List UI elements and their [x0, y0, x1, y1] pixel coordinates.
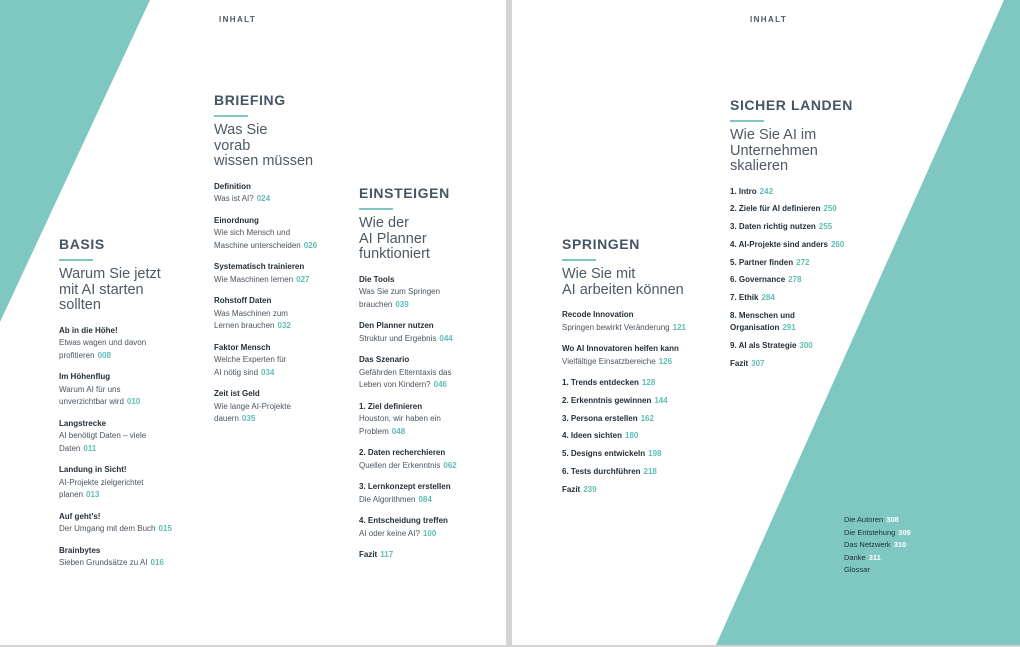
entry-desc-text: AI oder keine AI? — [359, 528, 420, 538]
entry-title — [214, 295, 349, 308]
page-number: 084 — [418, 494, 432, 504]
entry-desc — [214, 193, 349, 206]
accent-rule — [562, 259, 596, 261]
toc-entry — [562, 343, 722, 368]
chapter-item — [562, 377, 722, 389]
page-number: 144 — [654, 395, 668, 405]
entry-title-text: 4. Entscheidung treffen — [359, 516, 448, 525]
chapter-title: 6. Governance — [730, 275, 786, 285]
entry-desc-text: Maschine unterscheiden — [214, 240, 301, 250]
entry-title — [562, 309, 722, 322]
page-number: 035 — [241, 414, 256, 423]
subtitle-line: AI Planner — [359, 230, 427, 247]
appendix-item — [844, 527, 911, 540]
entry-title — [214, 261, 349, 274]
toc-entry — [359, 401, 499, 439]
appendix-item — [844, 552, 911, 565]
subtitle-line: AI arbeiten können — [562, 281, 684, 298]
toc-entry — [359, 320, 499, 345]
entry-title-text: Fazit — [359, 550, 378, 559]
entry-title — [359, 549, 499, 562]
chapter-item — [562, 484, 722, 496]
chapter-item — [730, 203, 880, 215]
entry-title-text: Faktor Mensch — [214, 342, 271, 352]
entry-desc — [59, 489, 199, 502]
entry-desc-text: Quellen der Erkenntnis — [359, 460, 441, 470]
toc-entry — [214, 342, 349, 380]
running-head-left: INHALT — [219, 15, 257, 24]
toc-entry — [214, 215, 349, 253]
entry-desc — [562, 322, 722, 335]
page-number: 046 — [433, 380, 447, 389]
entry-desc-text: profitieren — [59, 350, 95, 360]
page-number: 048 — [391, 426, 406, 436]
toc-entry — [59, 545, 199, 570]
entry-title — [59, 464, 199, 477]
entry-title — [359, 481, 499, 494]
subtitle-line: skalieren — [730, 158, 789, 174]
subtitle-line: Wie der — [359, 215, 409, 231]
entry-desc-text: Der Umgang mit dem Buch — [59, 524, 156, 533]
entry-desc — [59, 337, 199, 350]
entry-desc — [359, 379, 499, 392]
entry-desc — [214, 274, 349, 287]
section-title: SPRINGEN — [562, 236, 640, 252]
page-number: 011 — [83, 443, 97, 453]
chapter-item — [562, 466, 722, 478]
entry-title-text: Einordnung — [214, 215, 259, 225]
appendix-list — [844, 514, 911, 577]
chapter-title: 8. Menschen und Organisation — [730, 311, 795, 333]
entry-title-text: Zeit ist Geld — [214, 389, 260, 398]
entry-title-text: 3. Lernkonzept erstellen — [359, 482, 451, 491]
accent-rule — [214, 115, 248, 117]
toc-entry — [359, 549, 499, 562]
subtitle-line: funktioniert — [359, 246, 430, 262]
toc-entry — [359, 354, 499, 392]
entry-title — [562, 343, 722, 356]
section-subtitle — [214, 123, 349, 170]
section-subtitle — [562, 267, 722, 298]
entry-title — [359, 320, 499, 333]
chapter-title: 5. Partner finden — [730, 257, 794, 267]
page-number: 016 — [150, 558, 164, 567]
entry-title — [59, 511, 199, 524]
entry-desc — [59, 557, 199, 570]
appendix-page: 311 — [868, 552, 881, 562]
entry-title — [214, 181, 349, 194]
entry-title-text: Auf geht's! — [59, 511, 101, 521]
chapter-title: 3. Persona erstellen — [562, 413, 638, 423]
right-page — [512, 0, 1020, 645]
subtitle-line: Warum Sie jetzt — [59, 266, 161, 282]
page-number: 307 — [751, 358, 765, 368]
appendix-title: Das Netzwerk — [844, 540, 891, 550]
entry-desc-text: Problem — [359, 426, 389, 436]
chapter-title: 6. Tests durchführen — [562, 466, 641, 476]
section-briefing — [214, 92, 349, 435]
entry-title-text: Ab in die Höhe! — [59, 325, 118, 335]
chapter-item — [562, 395, 722, 407]
page-number: 128 — [641, 378, 656, 387]
entry-desc-text: Leben von Kindern? — [359, 380, 431, 389]
entry-desc — [214, 367, 349, 380]
toc-entry — [214, 181, 349, 206]
entry-title — [214, 215, 349, 228]
entry-desc-text: AI nötig sind — [214, 367, 259, 377]
entry-desc — [359, 460, 499, 473]
section-title: SICHER LANDEN — [730, 97, 853, 113]
entry-desc-text: brauchen — [359, 299, 393, 309]
entry-desc-text: Wie Maschinen lernen — [214, 274, 294, 284]
subtitle-line: sollten — [59, 297, 101, 313]
appendix-page: 309 — [898, 527, 911, 537]
appendix-page: 310 — [893, 540, 907, 550]
toc-entry — [359, 481, 499, 506]
entry-desc — [562, 356, 722, 369]
entry-desc — [214, 308, 349, 321]
page-number: 218 — [643, 466, 657, 476]
entry-desc-text: Welche Experten für — [214, 355, 287, 364]
appendix-page: 308 — [886, 515, 899, 524]
toc-entry — [359, 274, 499, 312]
chapter-title: 1. Trends entdecken — [562, 378, 639, 387]
entry-desc-text: Daten — [59, 443, 81, 453]
page-number: 162 — [640, 413, 654, 423]
entry-desc — [214, 413, 349, 426]
entry-title — [359, 401, 499, 414]
entry-title-text: Das Szenario — [359, 355, 410, 364]
entry-desc-text: Springen bewirkt Veränderung — [562, 322, 670, 332]
chapter-item — [730, 310, 880, 334]
page-number: 032 — [277, 321, 291, 330]
entry-desc-text: Lernen brauchen — [214, 321, 275, 330]
page-number: 034 — [261, 367, 275, 377]
subtitle-line: vorab — [214, 137, 251, 154]
page-number: 100 — [422, 528, 437, 538]
entry-desc-text: AI-Projekte zielgerichtet — [59, 477, 144, 487]
toc-entry — [359, 447, 499, 472]
entry-title — [214, 342, 349, 355]
entry-desc-text: Was Maschinen zum — [214, 308, 288, 318]
toc-entry — [214, 295, 349, 333]
chapter-item — [730, 358, 880, 370]
section-sicher-landen — [730, 97, 880, 375]
entry-desc-text: Houston, wir haben ein — [359, 414, 441, 423]
entry-desc-text: Was ist AI? — [214, 194, 254, 203]
running-head-right: INHALT — [750, 15, 788, 24]
chapter-title: 9. AI als Strategie — [730, 340, 797, 350]
entry-desc — [214, 401, 349, 414]
subtitle-line: Unternehmen — [730, 142, 818, 159]
subtitle-line: Wie Sie AI im — [730, 127, 817, 143]
entry-desc — [359, 299, 499, 312]
entry-desc — [59, 384, 199, 397]
chapter-item — [730, 239, 880, 251]
page-number: 242 — [759, 186, 774, 196]
appendix-title: Die Entstehung — [844, 527, 896, 537]
entry-desc-text: Wie lange AI-Projekte — [214, 401, 291, 411]
toc-entry — [214, 261, 349, 286]
entry-title-text: Im Höhenflug — [59, 372, 111, 381]
page-number: 121 — [672, 322, 686, 332]
entry-title-text: Systematisch trainieren — [214, 262, 305, 271]
entry-desc — [59, 523, 199, 536]
chapter-item — [730, 274, 880, 286]
page-number: 008 — [97, 350, 111, 360]
chapter-item — [730, 292, 880, 304]
toc-entry — [562, 309, 722, 334]
chapter-list — [562, 377, 722, 496]
page-number: 239 — [583, 484, 597, 494]
page-number: 272 — [796, 257, 810, 267]
entry-desc — [59, 430, 199, 443]
page-number: 126 — [658, 356, 673, 366]
section-springen — [562, 236, 722, 502]
page-number: 117 — [380, 550, 394, 559]
subtitle-line: Was Sie — [214, 122, 268, 138]
entry-desc-text: Sieben Grundsätze zu AI — [59, 558, 148, 567]
chapter-title: 5. Designs entwickeln — [562, 449, 646, 459]
page-number: 250 — [823, 204, 837, 214]
page-number: 024 — [256, 194, 271, 203]
chapter-item — [562, 448, 722, 460]
page-number: 300 — [799, 340, 813, 350]
appendix-item — [844, 539, 911, 552]
chapter-title: Fazit — [562, 484, 581, 494]
chapter-title: 4. Ideen sichten — [562, 431, 623, 441]
toc-entry — [359, 515, 499, 540]
entry-desc — [214, 240, 349, 253]
page-number: 039 — [395, 299, 409, 309]
entry-title-text: Recode Innovation — [562, 310, 634, 319]
subtitle-line: wissen müssen — [214, 153, 314, 169]
toc-entry — [59, 325, 199, 363]
toc-entry — [59, 371, 199, 409]
entry-title-text: Definition — [214, 181, 251, 191]
entry-desc — [59, 477, 199, 490]
entry-title-text: Die Tools — [359, 274, 395, 284]
page-number: 278 — [788, 275, 802, 285]
chapter-title: 3. Daten richtig nutzen — [730, 222, 816, 232]
chapter-title: 2. Erkenntnis gewinnen — [562, 395, 652, 405]
chapter-item — [730, 221, 880, 233]
entry-desc-text: Etwas wagen und davon — [59, 338, 147, 347]
entry-title — [359, 354, 499, 367]
section-title: BRIEFING — [214, 92, 286, 108]
entry-desc — [214, 320, 349, 333]
chapter-item — [730, 257, 880, 269]
page-number: 044 — [439, 333, 453, 343]
accent-rule — [59, 259, 93, 261]
toc-entry — [59, 511, 199, 536]
entry-title — [59, 545, 199, 558]
entry-title — [359, 447, 499, 460]
page-number: 255 — [818, 222, 833, 232]
entry-desc — [214, 227, 349, 240]
entry-desc — [359, 367, 499, 380]
chapter-item — [562, 430, 722, 442]
chapter-title: 4. AI-Projekte sind anders — [730, 239, 828, 249]
chapter-title: 7. Ethik — [730, 293, 759, 303]
entry-desc-text: unverzichtbar wird — [59, 397, 124, 406]
entry-desc-text: Was Sie zum Springen — [359, 287, 441, 296]
entry-desc — [359, 494, 499, 507]
appendix-title: Glossar — [844, 565, 870, 575]
entry-desc — [59, 396, 199, 409]
appendix-item — [844, 564, 911, 577]
entry-desc — [359, 413, 499, 426]
entry-desc-text: Gefährden Elterntaxis das — [359, 367, 452, 377]
entry-title-text: Den Planner nutzen — [359, 321, 434, 330]
accent-rule — [359, 208, 393, 210]
entry-desc-text: planen — [59, 490, 84, 499]
chapter-item — [730, 186, 880, 198]
entry-title — [59, 325, 199, 338]
chapter-item — [730, 340, 880, 352]
entry-title — [59, 418, 199, 431]
subtitle-line: Wie Sie mit — [562, 266, 636, 282]
section-subtitle — [359, 216, 499, 263]
entry-desc-text: Wie sich Mensch und — [214, 228, 291, 237]
section-subtitle — [730, 128, 880, 175]
page-number: 260 — [830, 239, 845, 249]
page-number: 010 — [126, 397, 141, 406]
entry-desc-text: Warum AI für uns — [59, 384, 121, 394]
section-title: EINSTEIGEN — [359, 185, 450, 201]
section-subtitle — [59, 267, 199, 314]
entry-desc — [359, 528, 499, 541]
toc-entry — [59, 464, 199, 502]
entry-title-text: Rohstoff Daten — [214, 296, 272, 305]
toc-entry — [214, 388, 349, 426]
entry-title-text: 1. Ziel definieren — [359, 401, 423, 411]
entry-title-text: Langstrecke — [59, 418, 107, 428]
page-number: 284 — [761, 293, 775, 303]
left-page — [0, 0, 506, 645]
page-number: 180 — [625, 431, 639, 441]
entry-title-text: Landung in Sicht! — [59, 465, 127, 474]
chapter-item — [562, 413, 722, 425]
entry-desc-text: AI benötigt Daten – viele — [59, 431, 147, 440]
appendix-title: Die Autoren — [844, 515, 884, 524]
accent-rule — [730, 120, 764, 122]
page-number: 026 — [303, 240, 318, 250]
entry-desc — [214, 354, 349, 367]
entry-desc — [359, 286, 499, 299]
page-number: 198 — [648, 449, 662, 459]
chapter-list — [730, 186, 880, 370]
entry-desc-text: Vielfältige Einsatzbereiche — [562, 356, 656, 366]
entry-desc — [59, 443, 199, 456]
entry-title — [214, 388, 349, 401]
chapter-title: Fazit — [730, 358, 749, 368]
entry-title — [359, 274, 499, 287]
section-title: BASIS — [59, 236, 105, 252]
entry-title-text: Brainbytes — [59, 545, 101, 555]
page-number: 291 — [782, 323, 796, 333]
entry-desc — [359, 426, 499, 439]
entry-desc — [359, 333, 499, 346]
entry-desc-text: Struktur und Ergebnis — [359, 333, 437, 343]
toc-entry — [59, 418, 199, 456]
appendix-title: Danke — [844, 552, 866, 562]
chapter-title: 1. Intro — [730, 186, 757, 196]
subtitle-line: mit AI starten — [59, 281, 144, 298]
page-number: 062 — [443, 460, 457, 470]
entry-title-text: 2. Daten recherchieren — [359, 448, 446, 457]
section-einsteigen — [359, 185, 499, 571]
page-number: 027 — [296, 274, 310, 284]
entry-desc-text: Die Algorithmen — [359, 494, 416, 504]
section-basis — [59, 236, 199, 579]
page-number: 013 — [86, 490, 100, 499]
chapter-title: 2. Ziele für AI definieren — [730, 204, 821, 214]
entry-title — [359, 515, 499, 528]
page-number: 015 — [158, 524, 172, 533]
entry-desc — [59, 350, 199, 363]
entry-title — [59, 371, 199, 384]
entry-title-text: Wo AI Innovatoren helfen kann — [562, 344, 679, 353]
entry-desc-text: dauern — [214, 414, 239, 423]
appendix-item — [844, 514, 911, 527]
